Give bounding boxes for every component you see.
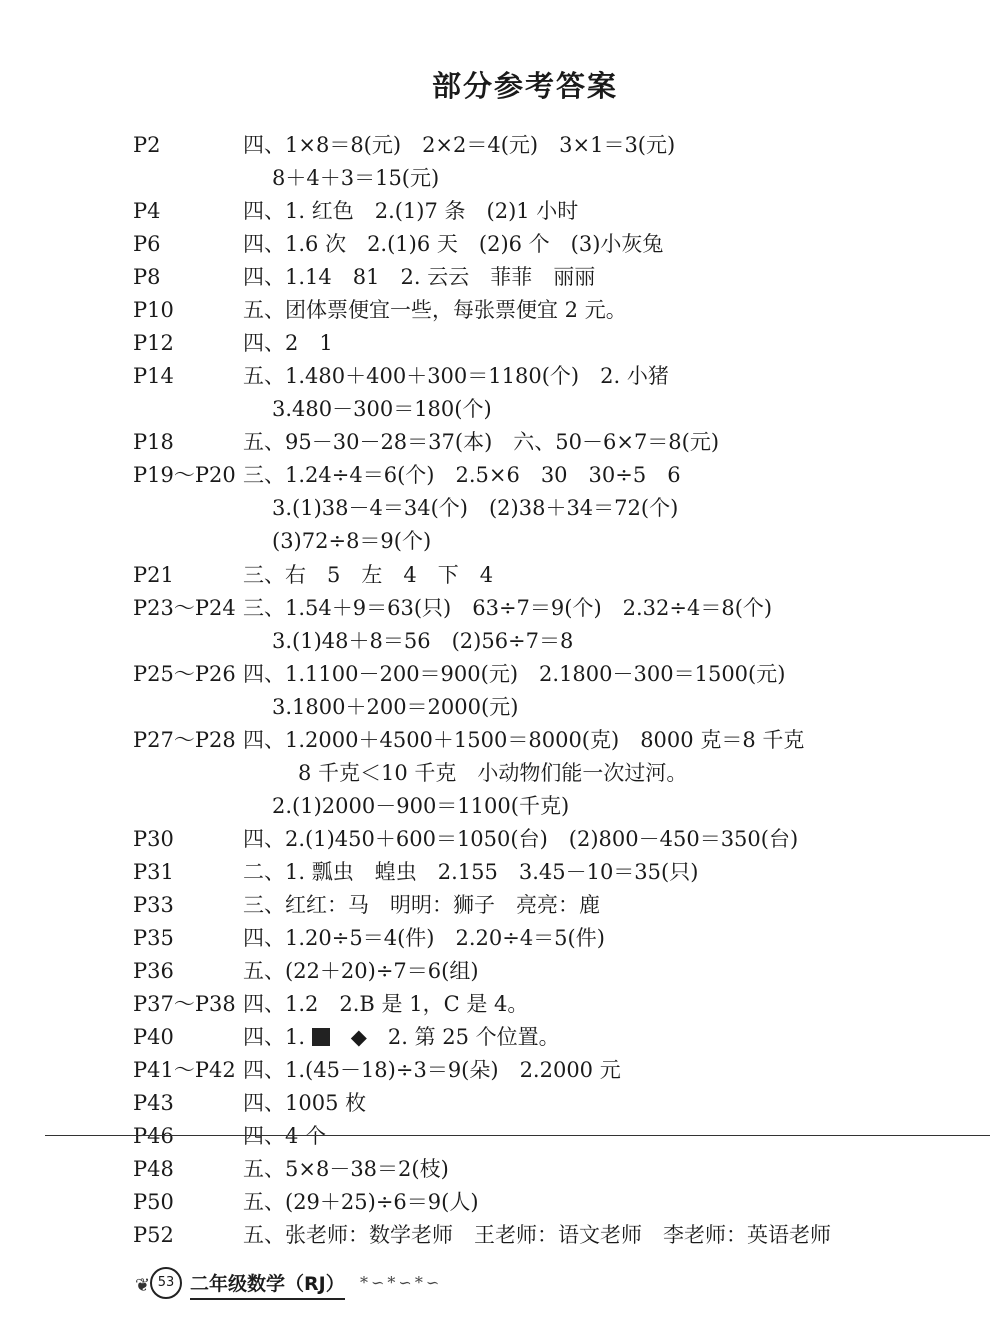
page-ref: P8 bbox=[133, 265, 161, 289]
answer-text: 四、1.2000＋4500＋1500＝8000(克) 8000 克＝8 千克 bbox=[243, 728, 805, 752]
answer-text: 五、团体票便宜一些，每张票便宜 2 元。 bbox=[243, 298, 627, 322]
page-ref: P43 bbox=[133, 1091, 174, 1115]
answer-text bbox=[243, 1023, 560, 1051]
answer-text: 四、1. 红色 2.(1)7 条 (2)1 小时 bbox=[243, 199, 579, 223]
answer-text: 四、1.1100－200＝900(元) 2.1800－300＝1500(元) bbox=[243, 662, 786, 686]
page-ref: P40 bbox=[133, 1025, 174, 1049]
page-ref: P4 bbox=[133, 199, 161, 223]
answer-text: 四、1×8＝8(元) 2×2＝4(元) 3×1＝3(元) bbox=[243, 133, 676, 157]
page-ref: P25～P26 bbox=[133, 662, 236, 686]
page-ref: P10 bbox=[133, 298, 174, 322]
page-ref: P23～P24 bbox=[133, 596, 236, 620]
page-ref: P14 bbox=[133, 364, 174, 388]
answer-text: 三、1.24÷4＝6(个) 2.5×6 30 30÷5 6 bbox=[243, 463, 681, 487]
answer-text: 3.(1)38－4＝34(个) (2)38＋34＝72(个) bbox=[272, 496, 679, 520]
page-footer bbox=[135, 1265, 495, 1305]
answer-text-part: 四、1. bbox=[243, 1025, 306, 1049]
answer-text: 四、4 个 bbox=[243, 1124, 327, 1148]
answer-text: 五、1.480＋400＋300＝1180(个) 2. 小猪 bbox=[243, 364, 669, 388]
divider-line bbox=[45, 1135, 990, 1136]
page-ref: P41～P42 bbox=[133, 1058, 236, 1082]
filled-square-icon bbox=[312, 1028, 330, 1046]
answer-text: 五、(29＋25)÷6＝9(人) bbox=[243, 1190, 479, 1214]
answer-text: 五、张老师：数学老师 王老师：语文老师 李老师：英语老师 bbox=[243, 1223, 831, 1247]
page-ref: P37～P38 bbox=[133, 992, 236, 1016]
answer-text: 2.(1)2000－900＝1100(千克) bbox=[272, 794, 570, 818]
answer-text: (3)72÷8＝9(个) bbox=[272, 529, 432, 553]
page-ref: P33 bbox=[133, 893, 174, 917]
answer-text: 3.(1)48＋8＝56 (2)56÷7＝8 bbox=[272, 629, 574, 653]
answer-text: 四、1005 枚 bbox=[243, 1091, 367, 1115]
page-ref: P27～P28 bbox=[133, 728, 236, 752]
answer-text: 三、1.54＋9＝63(只) 63÷7＝9(个) 2.32÷4＝8(个) bbox=[243, 596, 773, 620]
page-ref: P2 bbox=[133, 133, 161, 157]
page-ref: P46 bbox=[133, 1124, 174, 1148]
answer-text: 四、2.(1)450＋600＝1050(台) (2)800－450＝350(台) bbox=[243, 827, 799, 851]
page-ref: P30 bbox=[133, 827, 174, 851]
answer-text: 二、1. 瓢虫 蝗虫 2.155 3.45－10＝35(只) bbox=[243, 860, 699, 884]
diamond-icon: ◆ bbox=[350, 1025, 367, 1049]
answer-text: 三、红红：马 明明：狮子 亮亮：鹿 bbox=[243, 893, 600, 917]
answer-text: 五、5×8－38＝2(枝) bbox=[243, 1157, 449, 1181]
page-ref: P50 bbox=[133, 1190, 174, 1214]
page-ref: P35 bbox=[133, 926, 174, 950]
answer-text: 四、1.2 2.B 是 1，C 是 4。 bbox=[243, 992, 529, 1016]
cloud-decoration-icon: *∽*∽*∽ bbox=[360, 1273, 443, 1292]
page-title: 部分参考答案 bbox=[431, 69, 618, 103]
page-ref: P48 bbox=[133, 1157, 174, 1181]
page-ref: P18 bbox=[133, 430, 174, 454]
page-ref: P6 bbox=[133, 232, 161, 256]
page-ref: P21 bbox=[133, 563, 174, 587]
page-ref: P12 bbox=[133, 331, 174, 355]
answer-text: 三、右 5 左 4 下 4 bbox=[243, 563, 494, 587]
answer-text: 3.1800＋200＝2000(元) bbox=[272, 695, 519, 719]
answer-text-part: 2. 第 25 个位置。 bbox=[387, 1025, 560, 1049]
answer-text: 3.480－300＝180(个) bbox=[272, 397, 492, 421]
answer-text: 四、1.(45－18)÷3＝9(朵) 2.2000 元 bbox=[243, 1058, 621, 1082]
answer-text: 四、1.6 次 2.(1)6 天 (2)6 个 (3)小灰兔 bbox=[243, 232, 664, 256]
answer-text: 四、1.20÷5＝4(件) 2.20÷4＝5(件) bbox=[243, 926, 605, 950]
page-ref: P31 bbox=[133, 860, 174, 884]
answer-text: 四、2 1 bbox=[243, 331, 333, 355]
answer-text: 四、1.14 81 2. 云云 菲菲 丽丽 bbox=[243, 265, 596, 289]
answer-text: 8＋4＋3＝15(元) bbox=[272, 166, 440, 190]
book-label: 二年级数学（RJ） bbox=[190, 1269, 345, 1300]
answer-text: 五、95－30－28＝37(本) 六、50－6×7＝8(元) bbox=[243, 430, 720, 454]
leaf-icon: ❦ bbox=[135, 1275, 151, 1296]
answer-text: 五、(22＋20)÷7＝6(组) bbox=[243, 959, 479, 983]
page-ref: P19～P20 bbox=[133, 463, 236, 487]
page-ref: P36 bbox=[133, 959, 174, 983]
answer-text: 8 千克＜10 千克 小动物们能一次过河。 bbox=[298, 761, 688, 785]
page-number: 53 bbox=[150, 1267, 182, 1299]
page-ref: P52 bbox=[133, 1223, 174, 1247]
